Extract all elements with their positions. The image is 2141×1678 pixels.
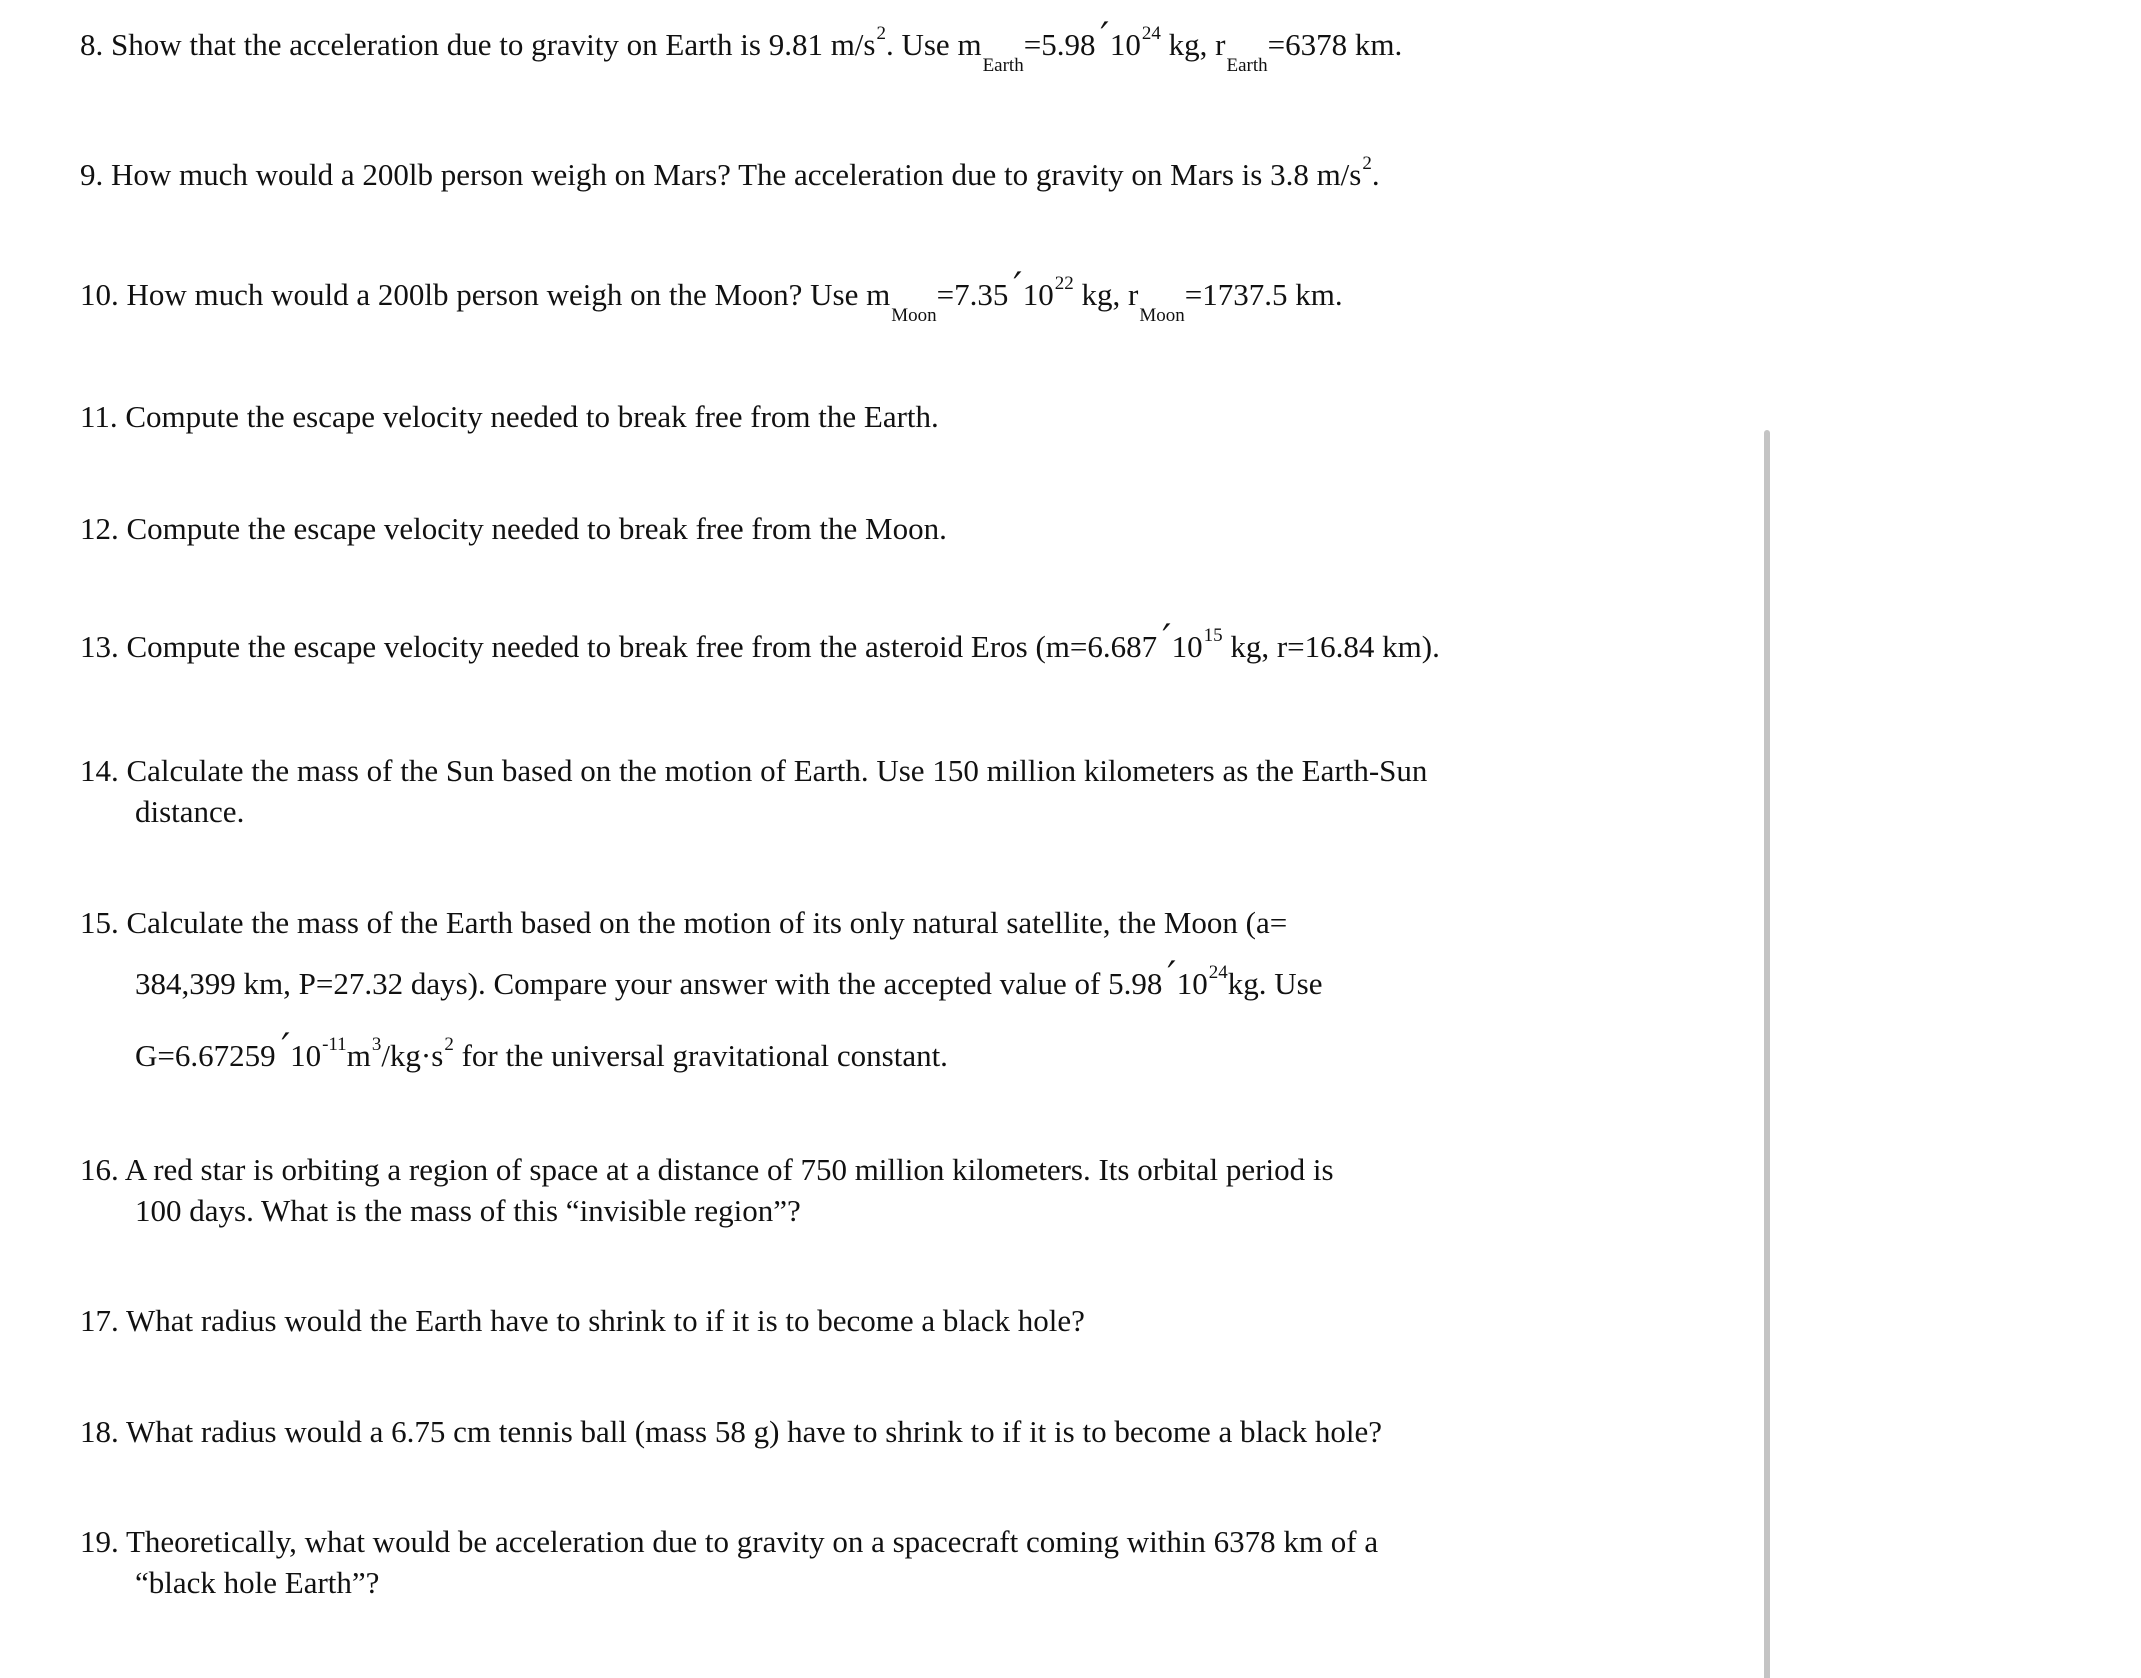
question-text: How much would a 200lb person weigh on the Moon? Use m bbox=[118, 277, 891, 312]
superscript: 15 bbox=[1203, 625, 1223, 646]
question-text: Compute the escape velocity needed to break free from the Moon. bbox=[118, 511, 947, 546]
question-line bbox=[80, 1303, 1085, 1338]
subscript: Moon bbox=[1139, 305, 1185, 326]
superscript: 3 bbox=[371, 1034, 382, 1055]
question-text: for the universal gravitational constant. bbox=[453, 1038, 948, 1073]
question-line bbox=[80, 791, 1427, 832]
subscript: Earth bbox=[982, 55, 1024, 76]
question-text: /kg·s bbox=[381, 1038, 444, 1073]
question-number: 18. bbox=[80, 1414, 119, 1449]
question-13 bbox=[80, 626, 1440, 672]
question-line bbox=[80, 273, 1343, 326]
question-text: What radius would the Earth have to shrink to if it is to become a black hole? bbox=[118, 1303, 1085, 1338]
question-line bbox=[80, 905, 1287, 940]
question-12 bbox=[80, 508, 947, 549]
question-line bbox=[80, 1524, 1378, 1559]
question-text: =6378 km. bbox=[1267, 27, 1403, 62]
question-number: 16. bbox=[80, 1152, 119, 1187]
question-line bbox=[80, 511, 947, 546]
superscript: 24 bbox=[1141, 23, 1161, 44]
question-text: kg, r bbox=[1073, 277, 1139, 312]
question-text: m bbox=[346, 1038, 371, 1073]
question-number: 17. bbox=[80, 1303, 119, 1338]
question-number: 10. bbox=[80, 277, 119, 312]
question-number: 13. bbox=[80, 629, 119, 664]
question-number: 11. bbox=[80, 399, 118, 434]
question-text: 384,399 km, P=27.32 days). Compare your answer with the accepted value of 5.98 bbox=[135, 966, 1163, 1001]
question-number: 15. bbox=[80, 905, 119, 940]
superscript: 2 bbox=[444, 1034, 454, 1055]
question-text: A red star is orbiting a region of space at a distance of 750 million kilometers. Its orbital period is bbox=[118, 1152, 1334, 1187]
question-line bbox=[80, 1152, 1334, 1187]
question-line bbox=[80, 1562, 1378, 1603]
question-text: 10 bbox=[1022, 277, 1054, 312]
question-text: =7.35 bbox=[936, 277, 1009, 312]
question-text: Theoretically, what would be acceleration due to gravity on a spacecraft coming within 6378 km of a bbox=[118, 1524, 1379, 1559]
question-11 bbox=[80, 396, 939, 437]
question-text: Compute the escape velocity needed to break free from the asteroid Eros (m=6.687 bbox=[118, 629, 1158, 664]
question-text: 10 bbox=[1176, 966, 1208, 1001]
question-16 bbox=[80, 1149, 1334, 1231]
question-text: 10 bbox=[1171, 629, 1203, 664]
subscript: Earth bbox=[1226, 55, 1268, 76]
question-line bbox=[80, 753, 1427, 788]
question-text: “black hole Earth”? bbox=[135, 1565, 380, 1600]
question-text: G=6.67259 bbox=[135, 1038, 276, 1073]
question-text: =5.98 bbox=[1023, 27, 1096, 62]
question-text: =1737.5 km. bbox=[1184, 277, 1343, 312]
question-line bbox=[80, 23, 1403, 76]
question-number: 12. bbox=[80, 511, 119, 546]
question-text: 100 days. What is the mass of this “invisible region”? bbox=[135, 1193, 801, 1228]
question-number: 19. bbox=[80, 1524, 119, 1559]
question-text: 10 bbox=[290, 1038, 322, 1073]
question-8 bbox=[80, 23, 1403, 76]
question-10 bbox=[80, 273, 1343, 326]
question-text: What radius would a 6.75 cm tennis ball (mass 58 g) have to shrink to if it is to become a black hole? bbox=[118, 1414, 1382, 1449]
superscript: 2 bbox=[1362, 153, 1372, 174]
question-text: . Use m bbox=[885, 27, 982, 62]
superscript: 22 bbox=[1054, 273, 1074, 294]
question-19 bbox=[80, 1521, 1378, 1603]
question-15 bbox=[80, 902, 1323, 1094]
question-number: 9. bbox=[80, 157, 104, 192]
question-17 bbox=[80, 1300, 1085, 1341]
question-9 bbox=[80, 154, 1380, 200]
question-text: kg. Use bbox=[1227, 966, 1323, 1001]
superscript: -11 bbox=[322, 1034, 347, 1055]
question-18 bbox=[80, 1411, 1382, 1452]
question-text: kg, r=16.84 km). bbox=[1222, 629, 1440, 664]
question-line bbox=[80, 1022, 1323, 1094]
question-line bbox=[80, 153, 1380, 192]
subscript: Moon bbox=[891, 305, 937, 326]
question-text: . bbox=[1371, 157, 1380, 192]
question-text: Show that the acceleration due to gravity on Earth is 9.81 m/s bbox=[103, 27, 876, 62]
question-line bbox=[80, 625, 1440, 664]
question-text: How much would a 200lb person weigh on Mars? The acceleration due to gravity on Mars is 3.8 m/s bbox=[103, 157, 1362, 192]
vertical-divider-line bbox=[1764, 430, 1770, 1678]
question-number: 8. bbox=[80, 27, 104, 62]
question-line bbox=[80, 1414, 1382, 1449]
question-text: Compute the escape velocity needed to break free from the Earth. bbox=[117, 399, 939, 434]
question-text: distance. bbox=[135, 794, 245, 829]
question-number: 14. bbox=[80, 753, 119, 788]
question-text: Calculate the mass of the Sun based on the motion of Earth. Use 150 million kilometers as the Earth-Sun bbox=[118, 753, 1428, 788]
question-line bbox=[80, 399, 939, 434]
question-line bbox=[80, 950, 1323, 1022]
question-text: Calculate the mass of the Earth based on the motion of its only natural satellite, the Moon (a= bbox=[118, 905, 1288, 940]
superscript: 24 bbox=[1208, 962, 1228, 983]
question-14 bbox=[80, 750, 1427, 832]
question-text: 10 bbox=[1109, 27, 1141, 62]
question-line bbox=[80, 1190, 1334, 1231]
superscript: 2 bbox=[876, 23, 886, 44]
question-text: kg, r bbox=[1160, 27, 1226, 62]
